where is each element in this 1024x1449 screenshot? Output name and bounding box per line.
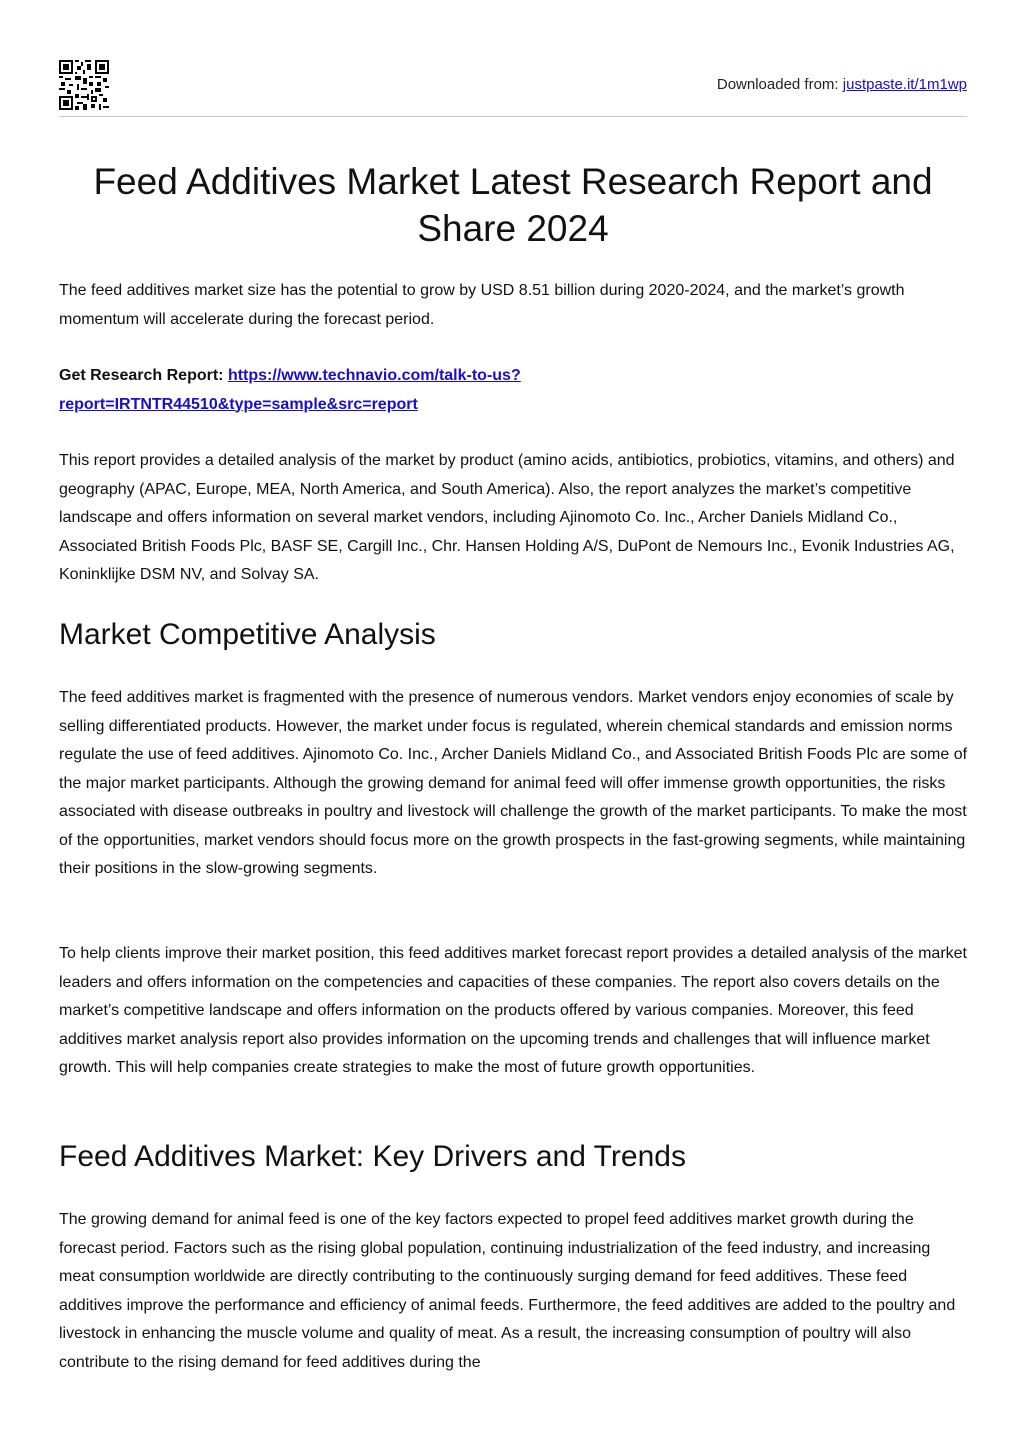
research-report-label: Get Research Report: [59,367,224,384]
page-title: Feed Additives Market Latest Research Report and Share 2024 [93,161,933,249]
overview-paragraph: This report provides a detailed analysis of the market by product (amino acids, antibiotics, probiotics, vitamins, and others) and geography (APAC, Europe, MEA, North America, and South America). Also, the report analyzes the market’s competitive landscape and offers information on several market vendors, including Ajinomoto Co. Inc., Archer Daniels Midland Co., Associated British Foods Plc, BASF SE, Cargill Inc., Chr. Hansen Holding A/S, DuPont de Nemours Inc., Evonik Industries AG, Koninklijke DSM NV, and Solvay SA. [59,452,955,583]
section-heading-competitive: Market Competitive Analysis [59,618,436,651]
source-link[interactable]: justpaste.it/1m1wp [842,76,967,93]
downloaded-from-label: Downloaded from: [716,76,839,93]
research-report-line [59,362,969,419]
competitive-paragraph-1: The feed additives market is fragmented with the presence of numerous vendors. Market vendors enjoy economies of scale by selling differentiated products. However, the market under focus is regulated, wherein chemical standards and emission norms regulate the use of feed additives. Ajinomoto Co. Inc., Archer Daniels Midland Co., and Associated British Foods Plc are some of the major market participants. Although the growing demand for animal feed will offer immense growth opportunities, the risks associated with disease outbreaks in poultry and livestock will challenge the growth of the market participants. To make the most of the opportunities, market vendors should focus more on the growth prospects in the fast-growing segments, while maintaining their positions in the slow-growing segments. [59,689,968,877]
page-header [59,60,967,116]
header-divider [59,116,967,117]
intro-paragraph: The feed additives market size has the potential to grow by USD 8.51 billion during 2020-2024, and the market’s growth momentum will accelerate during the forecast period. [59,282,905,328]
competitive-paragraph-2: To help clients improve their market position, this feed additives market forecast report provides a detailed analysis of the market leaders and offers information on the competencies and capacities of these companies. The report also covers details on the market’s competitive landscape and offers information on the products offered by various companies. Moreover, this feed additives market analysis report also provides information on the upcoming trends and challenges that will influence market growth. This will help companies create strategies to make the most of future growth opportunities. [59,945,967,1076]
research-report-link-line2: report=IRTNTR44510&type=sample&src=report [59,395,418,413]
section-heading-drivers: Feed Additives Market: Key Drivers and Trends [59,1140,686,1173]
research-report-link-line1: https://www.technavio.com/talk-to-us? [227,367,521,384]
qr-code-icon [59,60,109,110]
downloaded-from [717,76,967,93]
drivers-paragraph-1: The growing demand for animal feed is one of the key factors expected to propel feed additives market growth during the forecast period. Factors such as the rising global population, continuing industrialization of the feed industry, and increasing meat consumption worldwide are directly contributing to the continuously surging demand for feed additives. These feed additives improve the performance and efficiency of animal feeds. Furthermore, the feed additives are added to the poultry and livestock in enhancing the muscle volume and quality of meat. As a result, the increasing consumption of poultry will also contribute to the rising demand for feed additives during the [59,1211,956,1371]
